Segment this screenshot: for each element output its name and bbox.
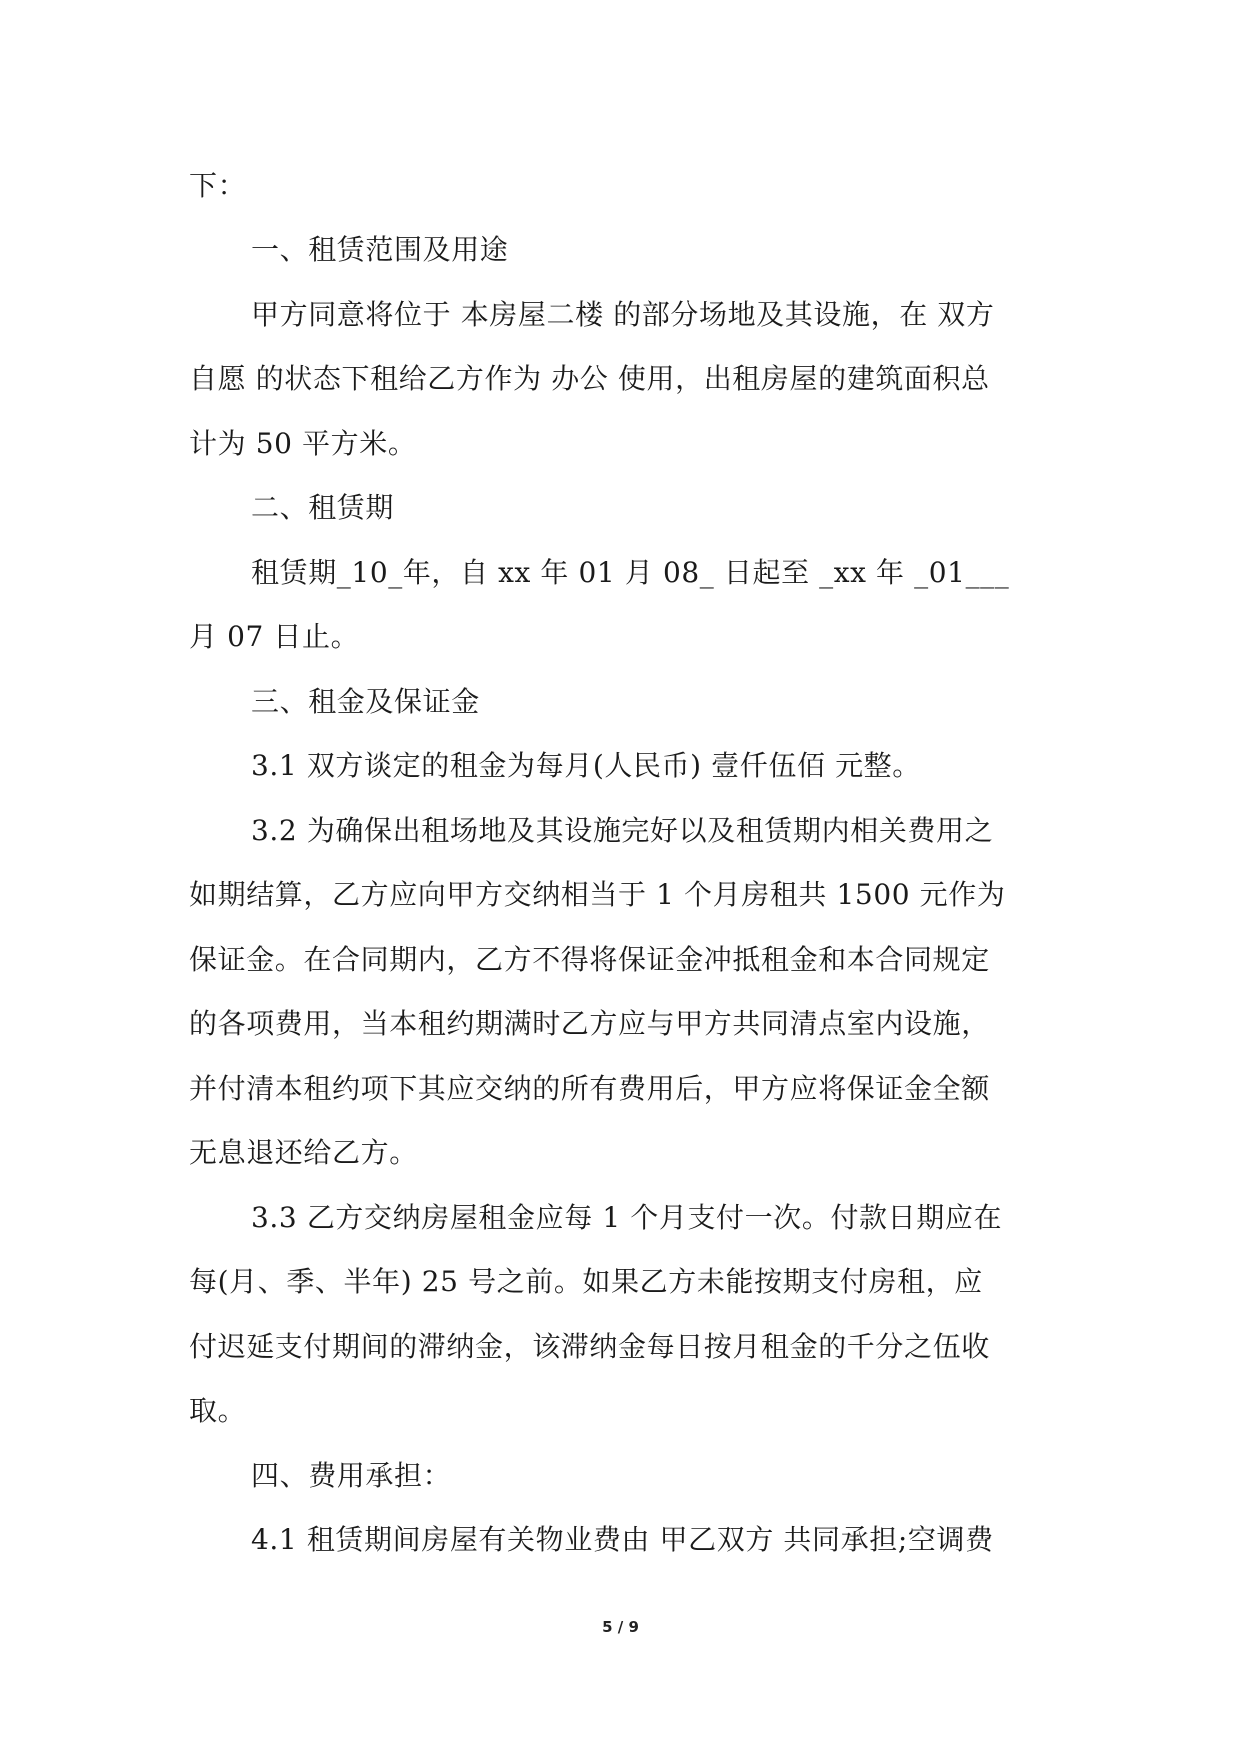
text-line: 无息退还给乙方。 <box>189 1136 418 1169</box>
text-line: 4.1 租赁期间房屋有关物业费由 甲乙双方 共同承担;空调费 <box>251 1523 994 1556</box>
text-line: 3.3 乙方交纳房屋租金应每 1 个月支付一次。付款日期应在 <box>251 1201 1003 1234</box>
page-number: 5 / 9 <box>602 1618 639 1636</box>
text-line: 保证金。在合同期内，乙方不得将保证金冲抵租金和本合同规定 <box>189 943 990 976</box>
text-line: 取。 <box>189 1394 247 1427</box>
section-heading: 四、费用承担： <box>251 1459 452 1492</box>
section-heading: 三、租金及保证金 <box>251 685 480 718</box>
text-line: 租赁期_10_年，自 xx 年 01 月 08_ 日起至 _xx 年 _01___ <box>251 556 1010 589</box>
text-line: 计为 50 平方米。 <box>189 427 417 460</box>
text-line: 月 07 日止。 <box>189 620 360 653</box>
text-line: 自愿 的状态下租给乙方作为 办公 使用，出租房屋的建筑面积总 <box>189 362 990 395</box>
text-line: 3.1 双方谈定的租金为每月(人民币) 壹仟伍佰 元整。 <box>251 749 921 782</box>
text-line: 付迟延支付期间的滞纳金，该滞纳金每日按月租金的千分之伍收 <box>189 1330 990 1363</box>
text-line: 如期结算，乙方应向甲方交纳相当于 1 个月房租共 1500 元作为 <box>189 878 1006 911</box>
text-line: 每(月、季、半年) 25 号之前。如果乙方未能按期支付房租，应 <box>189 1265 983 1298</box>
section-heading: 一、租赁范围及用途 <box>251 233 509 266</box>
section-heading: 二、租赁期 <box>251 491 395 524</box>
text-line: 的各项费用，当本租约期满时乙方应与甲方共同清点室内设施， <box>189 1007 990 1040</box>
text-line: 3.2 为确保出租场地及其设施完好以及租赁期内相关费用之 <box>251 814 994 847</box>
text-line: 甲方同意将位于 本房屋二楼 的部分场地及其设施，在 双方 <box>251 298 995 331</box>
text-line: 下： <box>189 169 247 202</box>
text-line: 并付清本租约项下其应交纳的所有费用后，甲方应将保证金全额 <box>189 1072 990 1105</box>
